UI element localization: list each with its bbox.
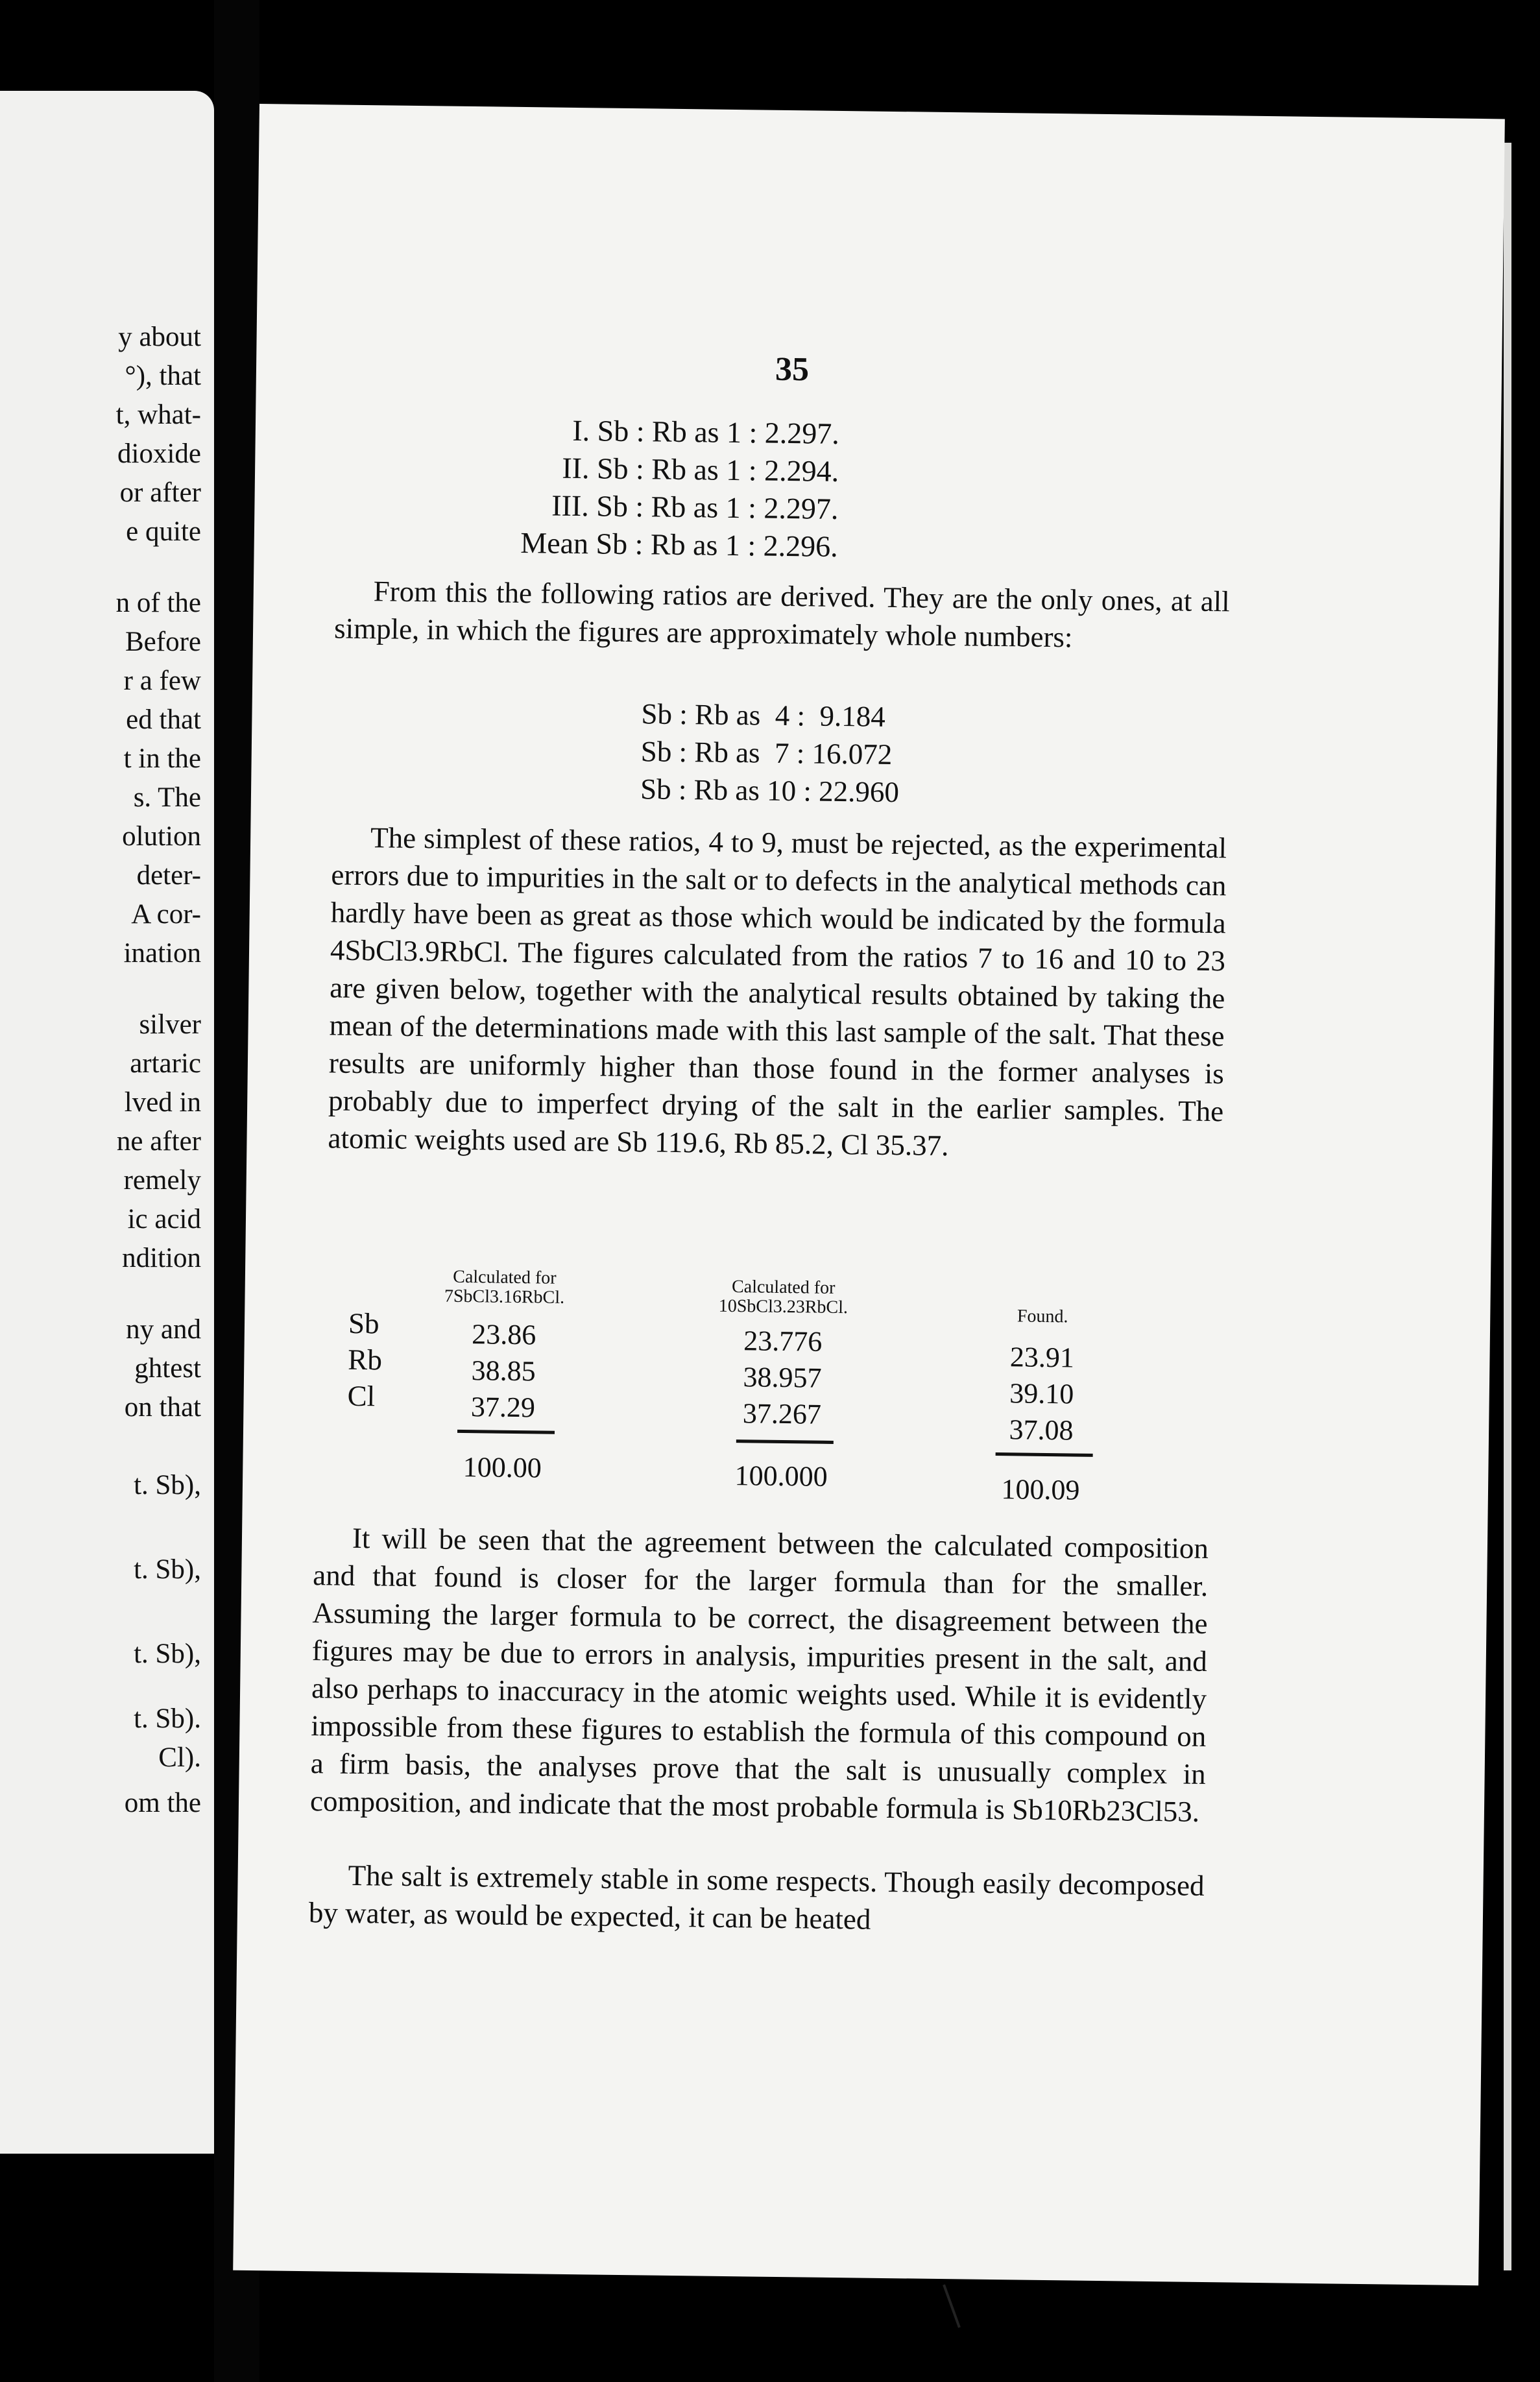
paragraph-3: It will be seen that the agreement between the calculated composition and that found is closer for the larger formula than for the smaller. Assuming the larger formula to be correct, the disagreement between the figures may be due to errors in analysis, impurities present in the salt, and also perhaps to inaccuracy in the atomic weights used. While it is evidently impossible from these figures to establish the formula of this compound on a firm basis, the analyses prove that the salt is unusually complex in composition, and indicate that the most probable formula is Sb10Rb23Cl53.	[309, 1521, 1209, 1828]
main-page	[233, 104, 1505, 2285]
ratio-line	[449, 487, 839, 527]
left-page-line: t, what-	[115, 400, 201, 430]
left-page-line: dioxide	[117, 439, 201, 469]
element-label: Cl	[347, 1379, 376, 1413]
table-cell: 37.08	[1009, 1414, 1074, 1447]
page-edge	[1504, 143, 1511, 2270]
left-page-line: olution	[122, 821, 201, 852]
left-page-line: lved in	[124, 1087, 201, 1118]
left-page-line: s. The	[133, 782, 201, 813]
table-total: 100.09	[1001, 1473, 1080, 1506]
left-page-line: ic acid	[127, 1204, 201, 1234]
paragraph-1: From this the following ratios are derived. They are the only ones, at all simple, in which the figures are approximately whole numbers:	[333, 575, 1231, 654]
sum-rule	[457, 1430, 555, 1434]
left-page-line: ination	[123, 938, 201, 968]
element-label: Rb	[348, 1343, 383, 1377]
table-cell: 38.85	[471, 1354, 536, 1388]
derived-ratio: Sb : Rb as 10 : 22.960	[640, 773, 900, 809]
table-cell: 38.957	[743, 1361, 822, 1394]
table-cell: 23.91	[1009, 1341, 1075, 1374]
element-label: Sb	[348, 1306, 379, 1340]
left-page-line: t. Sb).	[134, 1703, 201, 1734]
derived-ratio: Sb : Rb as 7 : 16.072	[640, 735, 893, 771]
left-page-fragment	[0, 91, 214, 2154]
left-page-line: om the	[124, 1788, 201, 1818]
table-total: 100.000	[734, 1460, 828, 1493]
table-cell: 37.29	[470, 1391, 536, 1424]
table-cell: 37.267	[742, 1397, 822, 1430]
left-page-line: A cor-	[131, 899, 201, 930]
left-page-line: y about	[118, 322, 201, 352]
ratio-text: Sb : Rb as 1 : 2.297.	[596, 489, 839, 525]
sum-rule	[996, 1452, 1093, 1457]
page-number: 35	[775, 350, 810, 389]
left-page-line: ndition	[122, 1243, 201, 1273]
left-page-line: ny and	[126, 1314, 201, 1345]
ratio-line	[450, 411, 840, 452]
table-cell: 23.776	[743, 1325, 823, 1358]
paragraph-2: The simplest of these ratios, 4 to 9, must be rejected, as the experimental errors due to impurities in the salt or to defects in the analytical methods can hardly have been as great as those which would be indicated by the formula 4SbCl3.9RbCl. The figures calculated from the ratios 7 to 16 and 10 to 23 are given below, together with the analytical results obtained by taking the mean of the determinations made with this last sample of the salt. That these results are uniformly higher than those found in the former analyses is probably due to imperfect drying of the salt in the earlier samples. The atomic weights used are Sb 119.6, Rb 85.2, Cl 35.37.	[328, 821, 1227, 1162]
scan-mark	[943, 2284, 961, 2328]
sum-rule	[736, 1439, 834, 1444]
left-page-line: on that	[124, 1392, 201, 1423]
left-page-line: e quite	[126, 516, 201, 547]
paragraph-4: The salt is extremely stable in some respects. Though easily decomposed by water, as would be expected, it can be heated	[308, 1859, 1205, 1936]
left-page-line: r a few	[123, 666, 201, 696]
left-page-line: ne after	[116, 1126, 201, 1157]
ratio-label: II.	[562, 451, 590, 485]
ratio-text: Sb : Rb as 1 : 2.294.	[596, 451, 839, 488]
left-page-line: Before	[125, 627, 201, 657]
ratio-line	[450, 449, 839, 490]
table-total: 100.00	[463, 1450, 542, 1484]
ratio-text: Sb : Rb as 1 : 2.297.	[597, 414, 840, 450]
table-cell: 23.86	[472, 1318, 536, 1351]
left-page-line: °), that	[125, 361, 201, 391]
left-page-line: Cl).	[158, 1742, 201, 1773]
left-page-line: t. Sb),	[134, 1554, 201, 1585]
left-page-line: artaric	[130, 1048, 201, 1079]
left-page-line: ed that	[126, 704, 201, 735]
left-page-line: t in the	[123, 743, 201, 774]
column-header-3: Found.	[1017, 1306, 1068, 1327]
left-page-line: remely	[123, 1165, 201, 1196]
left-page-line: deter-	[136, 860, 201, 891]
column-header-1: Calculated for 7SbCl3.16RbCl.	[444, 1266, 565, 1308]
table-cell: 39.10	[1009, 1377, 1074, 1410]
left-page-line: ghtest	[134, 1353, 201, 1384]
left-page-line: n of the	[115, 588, 201, 618]
left-page-line: or after	[119, 477, 201, 508]
ratio-text: Sb : Rb as 1 : 2.296.	[596, 527, 839, 563]
derived-ratio: Sb : Rb as 4 : 9.184	[641, 697, 886, 733]
ratio-label: I.	[572, 413, 590, 448]
ratio-label: Mean	[520, 525, 589, 560]
ratio-label: III.	[551, 488, 590, 523]
column-header-2: Calculated for 10SbCl3.23RbCl.	[718, 1277, 848, 1318]
left-page-line: silver	[139, 1009, 201, 1040]
left-page-line: t. Sb),	[134, 1639, 201, 1669]
left-page-line: t. Sb),	[134, 1470, 201, 1500]
ratio-line	[448, 524, 838, 565]
